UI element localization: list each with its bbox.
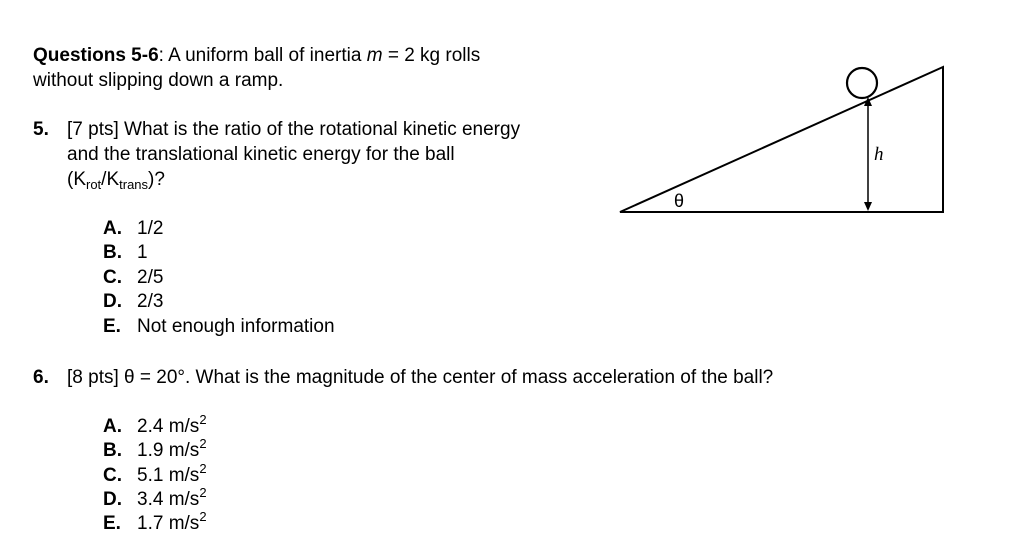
q5-number: 5. [33, 119, 49, 140]
ramp-triangle [620, 67, 943, 212]
q6-text: [8 pts] θ = 20°. What is the magnitude of the center of mass acceleration of the ball? [67, 367, 774, 388]
q5-text-1: [7 pts] What is the ratio of the rotational kinetic energy [67, 119, 521, 140]
q6-option-c-value: 5.1 m/s [137, 465, 200, 486]
q5-k-open: (K [67, 169, 86, 190]
height-arrow-head-bottom [864, 202, 872, 211]
q5-option-c-text: 2/5 [137, 267, 164, 288]
q5-text-2: and the translational kinetic energy for the ball [67, 144, 455, 165]
ramp-diagram [612, 60, 952, 220]
ball [847, 68, 877, 98]
q6-option-b-value: 1.9 m/s [137, 440, 200, 461]
q6-option-e-exp: 2 [199, 509, 207, 524]
q5-option-d [103, 290, 163, 314]
q6-option-d-letter: D. [103, 489, 122, 510]
q5-option-d-text: 2/3 [137, 291, 164, 312]
q6-number: 6. [33, 367, 49, 388]
q6-option-b-exp: 2 [199, 436, 207, 451]
q6-option-d-value: 3.4 m/s [137, 489, 200, 510]
q5-line-3 [67, 168, 165, 192]
q6-option-c-letter: C. [103, 465, 122, 486]
q6-option-a-letter: A. [103, 416, 122, 437]
q6-option-a-exp: 2 [199, 412, 207, 427]
intro-text: : A uniform ball of inertia [158, 45, 367, 66]
q6-option-d-exp: 2 [199, 485, 207, 500]
q6-option-c [103, 461, 207, 488]
intro-line-2: without slipping down a ramp. [33, 70, 284, 91]
q6-option-e-letter: E. [103, 513, 121, 534]
q6-option-e-value: 1.7 m/s [137, 513, 200, 534]
q5-option-d-letter: D. [103, 291, 122, 312]
q5-option-e [103, 315, 335, 339]
intro-heading: Questions 5-6 [33, 45, 159, 66]
q6-option-b [103, 436, 207, 463]
q6-option-c-exp: 2 [199, 461, 207, 476]
q5-slash-k: /K [101, 169, 120, 190]
q5-option-e-text: Not enough information [137, 316, 335, 337]
q5-option-b [103, 241, 148, 265]
mass-symbol: m [366, 45, 383, 66]
q5-sub-trans: trans [119, 177, 149, 192]
q6-option-b-letter: B. [103, 440, 122, 461]
q6-option-a [103, 412, 207, 439]
q5-option-b-letter: B. [103, 242, 122, 263]
intro-line-1 [33, 44, 480, 68]
height-label: h [874, 144, 884, 165]
q6-line [33, 366, 773, 390]
q5-option-a-letter: A. [103, 218, 122, 239]
q5-option-a [103, 217, 163, 241]
q6-option-d [103, 485, 207, 512]
q6-option-e [103, 509, 207, 536]
q5-line-1 [33, 118, 520, 142]
intro-mass-value: = 2 kg rolls [382, 45, 481, 66]
q6-option-a-value: 2.4 m/s [137, 416, 200, 437]
q5-close: )? [148, 169, 165, 190]
q5-option-c-letter: C. [103, 267, 122, 288]
q5-option-e-letter: E. [103, 316, 121, 337]
q5-option-b-text: 1 [137, 242, 148, 263]
q5-option-a-text: 1/2 [137, 218, 164, 239]
angle-label: θ [674, 191, 685, 211]
q5-option-c [103, 266, 163, 290]
q5-sub-rot: rot [86, 177, 102, 192]
